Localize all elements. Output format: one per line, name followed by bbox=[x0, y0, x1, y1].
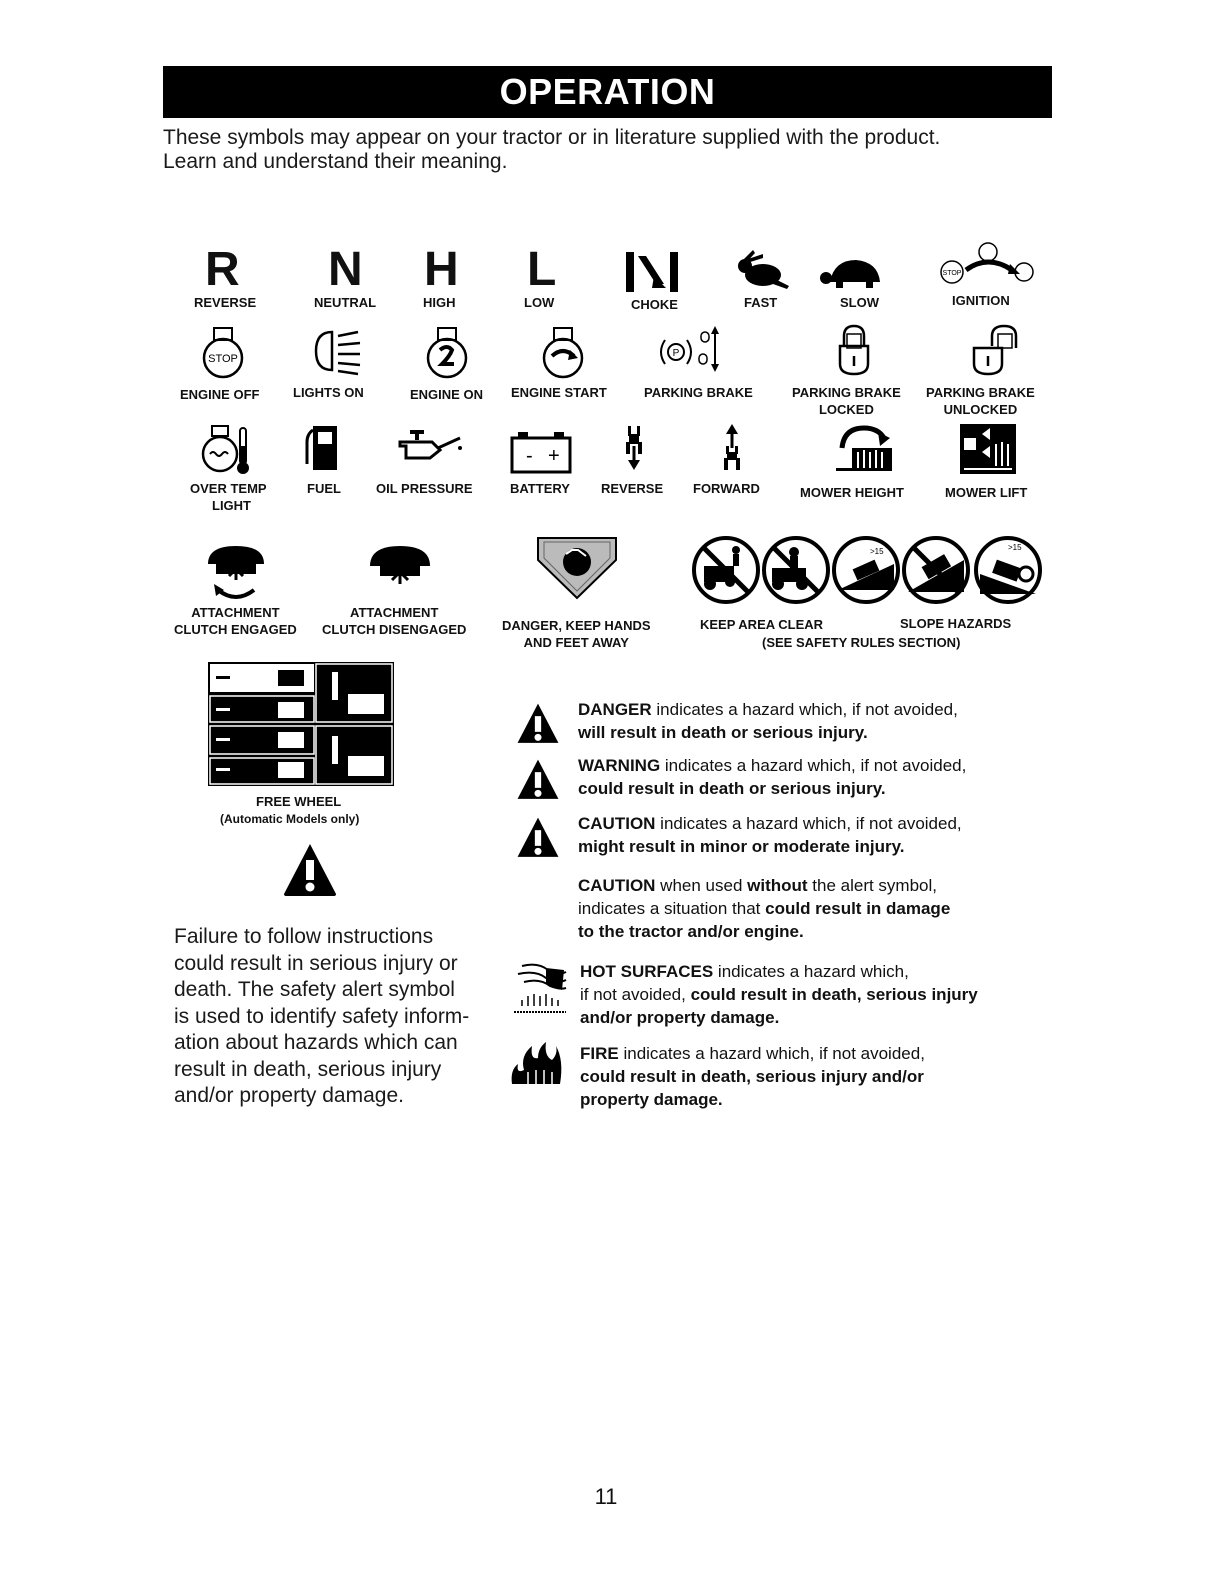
clutch-engaged-label bbox=[174, 604, 297, 638]
keep-area-clear-label: KEEP AREA CLEAR bbox=[700, 617, 824, 632]
mower-lift-label: MOWER LIFT bbox=[945, 485, 1028, 500]
keep-hands-away-label bbox=[502, 617, 651, 651]
keep-hands-away-icon bbox=[536, 536, 618, 600]
hot-word: HOT SURFACES bbox=[580, 962, 714, 981]
clutch-engaged-label-2: CLUTCH ENGAGED bbox=[174, 622, 297, 637]
parking-brake-p: P bbox=[672, 348, 680, 359]
failure-line-4: is used to identify safety inform- bbox=[174, 1004, 470, 1028]
rabbit-icon bbox=[733, 250, 791, 290]
caution-definition bbox=[578, 812, 962, 858]
oil-pressure-icon bbox=[396, 428, 464, 464]
battery-plus: + bbox=[548, 445, 560, 467]
caution-no-symbol-definition bbox=[578, 874, 950, 943]
clutch-engaged-icon bbox=[208, 546, 264, 606]
over-temp-label bbox=[190, 480, 267, 514]
clutch-disengaged-label-1: ATTACHMENT bbox=[350, 605, 439, 620]
slope-badge-2: >15 bbox=[1008, 543, 1022, 552]
slope-hazard-icon-1 bbox=[834, 538, 898, 602]
intro-text bbox=[163, 126, 1063, 174]
parking-brake-unlocked-label-2: UNLOCKED bbox=[943, 402, 1018, 417]
parking-brake-unlocked-label bbox=[926, 384, 1035, 418]
mower-height-label: MOWER HEIGHT bbox=[800, 485, 904, 500]
fire-definition bbox=[580, 1042, 925, 1111]
danger-consequence: will result in death or serious injury. bbox=[578, 723, 868, 742]
intro-line-2: Learn and understand their meaning. bbox=[163, 150, 508, 173]
slope-hazards-label: SLOPE HAZARDS bbox=[900, 616, 1012, 631]
caution2-line2b: could result in damage bbox=[765, 899, 951, 918]
engine-on-icon bbox=[424, 326, 472, 380]
fire-word: FIRE bbox=[580, 1044, 619, 1063]
fast-label: FAST bbox=[744, 295, 778, 310]
keep-area-clear-icon-2 bbox=[764, 538, 828, 602]
see-safety-rules-label: (SEE SAFETY RULES SECTION) bbox=[762, 635, 961, 650]
parking-brake-locked-icon bbox=[836, 324, 872, 376]
low-letter: L bbox=[527, 243, 557, 296]
failure-line-6: result in death, serious injury bbox=[174, 1057, 442, 1081]
parking-brake-unlocked-icon bbox=[970, 324, 1026, 376]
parking-brake-label: PARKING BRAKE bbox=[644, 385, 753, 400]
free-wheel-note: (Automatic Models only) bbox=[220, 812, 360, 826]
oil-pressure-label: OIL PRESSURE bbox=[376, 481, 473, 496]
fuel-label: FUEL bbox=[307, 481, 341, 496]
hot-surfaces-definition bbox=[580, 960, 978, 1029]
failure-line-7: and/or property damage. bbox=[174, 1084, 404, 1107]
free-wheel-decal-icon bbox=[208, 662, 394, 786]
over-temp-label-2: LIGHT bbox=[212, 498, 251, 513]
caution2-text1: when used bbox=[655, 876, 748, 895]
fire-icon bbox=[508, 1040, 564, 1086]
caution2-line3: to the tractor and/or engine. bbox=[578, 922, 804, 941]
forward-arrow-label: FORWARD bbox=[693, 481, 760, 496]
warning-consequence: could result in death or serious injury. bbox=[578, 779, 886, 798]
keep-hands-away-label-1: DANGER, KEEP HANDS bbox=[502, 618, 651, 633]
lights-on-icon bbox=[312, 328, 364, 374]
warning-text: indicates a hazard which, if not avoided, bbox=[660, 756, 967, 775]
engine-start-icon bbox=[540, 326, 588, 380]
battery-icon bbox=[510, 432, 572, 474]
neutral-letter: N bbox=[328, 243, 363, 296]
failure-line-1: Failure to follow instructions bbox=[174, 925, 434, 948]
caution2-line2a: indicates a situation that bbox=[578, 899, 766, 918]
ignition-stop-text: STOP bbox=[942, 270, 962, 277]
reverse-label: REVERSE bbox=[194, 295, 257, 310]
danger-text: indicates a hazard which, if not avoided, bbox=[651, 700, 958, 719]
caution-alert-icon bbox=[516, 816, 560, 860]
parking-brake-locked-label-2: LOCKED bbox=[818, 402, 874, 417]
over-temp-label-1: OVER TEMP bbox=[190, 481, 267, 496]
ignition-label: IGNITION bbox=[952, 293, 1010, 308]
choke-label: CHOKE bbox=[631, 297, 678, 312]
clutch-disengaged-label bbox=[322, 604, 466, 638]
intro-line-1: These symbols may appear on your tractor or in literature supplied with the product. bbox=[163, 126, 941, 149]
free-wheel-label: FREE WHEEL bbox=[256, 794, 342, 809]
warning-definition bbox=[578, 754, 966, 800]
danger-definition bbox=[578, 698, 958, 744]
reverse-arrow-icon bbox=[624, 424, 644, 470]
engine-on-label: ENGINE ON bbox=[410, 387, 483, 402]
battery-label: BATTERY bbox=[510, 481, 570, 496]
page-number: 11 bbox=[594, 1484, 618, 1509]
parking-brake-locked-label-1: PARKING BRAKE bbox=[792, 385, 901, 400]
lights-on-label: LIGHTS ON bbox=[293, 385, 364, 400]
parking-brake-unlocked-label-1: PARKING BRAKE bbox=[926, 385, 1035, 400]
caution-text: indicates a hazard which, if not avoided, bbox=[655, 814, 962, 833]
section-title-banner: OPERATION bbox=[163, 66, 1052, 118]
caution2-word: CAUTION bbox=[578, 876, 656, 895]
prohibition-icons-group bbox=[690, 534, 1052, 606]
low-label: LOW bbox=[524, 295, 555, 310]
failure-line-2: could result in serious injury or bbox=[174, 951, 458, 975]
engine-start-label: ENGINE START bbox=[511, 385, 607, 400]
failure-line-3: death. The safety alert symbol bbox=[174, 978, 455, 1001]
failure-paragraph bbox=[174, 924, 469, 1110]
fire-line2: could result in death, serious injury and/or bbox=[580, 1067, 924, 1086]
reverse-arrow-label: REVERSE bbox=[601, 481, 664, 496]
keep-area-clear-icon-1 bbox=[694, 538, 758, 602]
safety-alert-icon bbox=[282, 842, 338, 898]
engine-off-stop-text: STOP bbox=[208, 353, 238, 365]
over-temp-icon bbox=[200, 424, 252, 476]
engine-off-label: ENGINE OFF bbox=[180, 387, 260, 402]
engine-off-icon bbox=[200, 326, 248, 380]
clutch-disengaged-label-2: CLUTCH DISENGAGED bbox=[322, 622, 467, 637]
parking-brake-locked-label bbox=[792, 384, 901, 418]
warning-word: WARNING bbox=[578, 756, 661, 775]
hot-text: indicates a hazard which, bbox=[713, 962, 909, 981]
turtle-icon bbox=[820, 256, 886, 290]
failure-line-5: ation about hazards which can bbox=[174, 1031, 458, 1054]
high-label: HIGH bbox=[423, 295, 456, 310]
slow-label: SLOW bbox=[840, 295, 879, 310]
hot-line2a: if not avoided, bbox=[580, 985, 691, 1004]
hot-line3: and/or property damage. bbox=[580, 1008, 780, 1027]
slope-hazard-icon-3 bbox=[976, 538, 1040, 602]
mower-lift-icon bbox=[960, 424, 1016, 474]
slope-hazard-icon-2 bbox=[904, 538, 968, 602]
caution2-without: without bbox=[747, 876, 808, 895]
danger-alert-icon bbox=[516, 702, 560, 746]
mower-height-icon bbox=[834, 424, 894, 472]
caution-word: CAUTION bbox=[578, 814, 656, 833]
hot-line2b: could result in death, serious injury bbox=[690, 985, 978, 1004]
clutch-disengaged-icon bbox=[370, 546, 430, 588]
forward-arrow-icon bbox=[722, 424, 742, 470]
slope-badge-1: >15 bbox=[870, 547, 884, 556]
warning-alert-icon bbox=[516, 758, 560, 802]
high-letter: H bbox=[424, 243, 459, 296]
clutch-engaged-label-1: ATTACHMENT bbox=[191, 605, 280, 620]
fire-line3: property damage. bbox=[580, 1090, 723, 1109]
fire-text: indicates a hazard which, if not avoided, bbox=[618, 1044, 925, 1063]
keep-hands-away-label-2: AND FEET AWAY bbox=[523, 635, 629, 650]
danger-word: DANGER bbox=[578, 700, 652, 719]
choke-icon bbox=[624, 250, 684, 294]
reverse-letter: R bbox=[205, 243, 240, 296]
battery-minus: - bbox=[526, 445, 533, 467]
hot-surfaces-icon bbox=[512, 960, 568, 1016]
neutral-label: NEUTRAL bbox=[314, 295, 377, 310]
fuel-icon bbox=[305, 424, 341, 472]
caution2-text2: the alert symbol, bbox=[807, 876, 938, 895]
parking-brake-icon bbox=[655, 326, 725, 372]
caution-consequence: might result in minor or moderate injury. bbox=[578, 837, 905, 856]
ignition-icon bbox=[938, 240, 1048, 288]
